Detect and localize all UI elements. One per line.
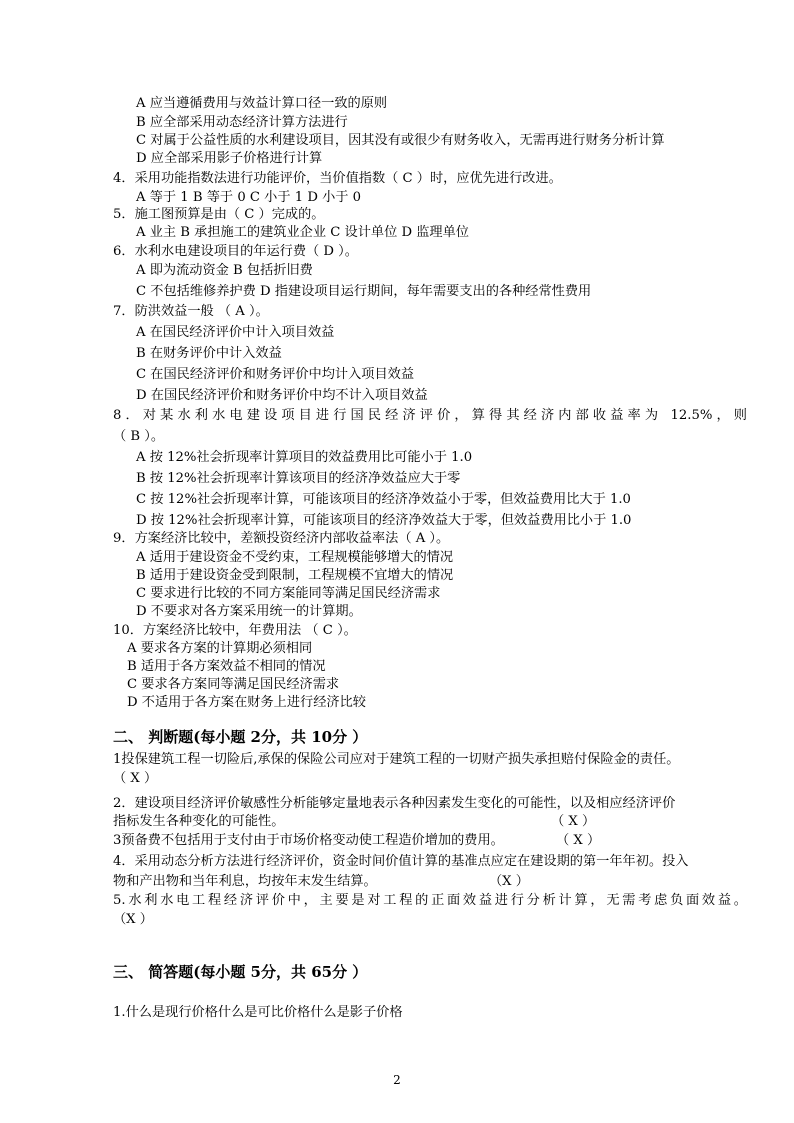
q7-stem: 7．防洪效益一般 （ A ）。 [113,304,269,319]
tf-question-5: 5.水利水电工程经济评价中，主要是对工程的正面效益进行分析计算，无需考虑负面效益。 [113,893,747,908]
tf-answer-2: （ X ） [551,814,596,829]
q9-stem: 9．方案经济比较中，差额投资经济内部收益率法（ A ）。 [113,531,450,546]
q4-options: A 等于 1 B 等于 0 C 小于 1 D 小于 0 [136,190,362,205]
q7-option-a: A 在国民经济评价中计入项目效益 [136,325,335,340]
tf-answer-5: （X ） [113,912,153,927]
section-heading-short-answer: 三、 简答题(每小题 5分，共 65分 ） [113,963,368,981]
q9-option-b: B 适用于建设资金受到限制，工程规模不宜增大的情况 [136,568,454,583]
short-answer-question-1: 1.什么是现行价格什么是可比价格什么是影子价格 [113,1005,403,1020]
tf-question-4: 4．采用动态分析方法进行经济评价，资金时间价值计算的基准点应定在建设期的第一年年初。投入 [113,854,689,869]
q10-option-d: D 不适用于各方案在财务上进行经济比较 [127,695,366,710]
q4-stem: 4．采用功能指数法进行功能评价，当价值指数（ C ）时，应优先进行改进。 [113,171,562,186]
q5-stem: 5．施工图预算是由（ C ）完成的。 [113,207,325,222]
q6-options-cd: C 不包括维修养护费 D 指建设项目运行期间，每年需要支出的各种经常性费用 [136,284,592,299]
q6-stem: 6．水利水电建设项目的年运行费（ D ）。 [113,244,358,259]
section-heading-true-false: 二、 判断题(每小题 2分，共 10分 ） [113,728,368,746]
tf-question-2: 2．建设项目经济评价敏感性分析能够定量地表示各种因素发生变化的可能性，以及相应经济评价 [113,796,676,811]
q3-option-d: D 应全部采用影子价格进行计算 [136,151,323,166]
q10-stem: 10．方案经济比较中，年费用法 （ C ）。 [113,623,357,638]
q9-option-c: C 要求进行比较的不同方案能同等满足国民经济需求 [136,586,441,601]
q8-option-c: C 按 12%社会折现率计算，可能该项目的经济净效益小于零，但效益费用比大于 1.0 [136,492,631,507]
q10-option-a: A 要求各方案的计算期必须相同 [127,641,313,656]
tf-answer-4: （X ） [489,874,529,889]
q9-option-a: A 适用于建设资金不受约束，工程规模能够增大的情况 [136,550,454,565]
tf-question-2-cont: 指标发生各种变化的可能性。 [113,814,285,829]
tf-answer-1: （ X ） [113,771,158,786]
q8-option-a: A 按 12%社会折现率计算项目的效益费用比可能小于 1.0 [136,450,473,465]
q8-option-b: B 按 12%社会折现率计算该项目的经济净效益应大于零 [136,471,461,486]
page-number: 2 [393,1073,401,1087]
q3-option-a: A 应当遵循费用与效益计算口径一致的原则 [136,96,388,111]
q7-option-d: D 在国民经济评价和财务评价中均不计入项目效益 [136,388,428,403]
q8-option-d: D 按 12%社会折现率计算，可能该项目的经济净效益大于零，但效益费用比小于 1.0 [136,513,632,528]
q7-option-b: B 在财务评价中计入效益 [136,346,282,361]
q10-option-b: B 适用于各方案效益不相同的情况 [127,659,326,674]
tf-answer-3: （ X ） [556,833,601,848]
q5-options: A 业主 B 承担施工的建筑业企业 C 设计单位 D 监理单位 [136,225,469,240]
q10-option-c: C 要求各方案同等满足国民经济需求 [127,677,340,692]
tf-question-1: 1投保建筑工程一切险后,承保的保险公司应对于建筑工程的一切财产损失承担赔付保险金的责任。 [113,752,680,767]
q7-option-c: C 在国民经济评价和财务评价中均计入项目效益 [136,367,415,382]
tf-question-3: 3预备费不包括用于支付由于市场价格变动使工程造价增加的费用。 [113,833,504,848]
q3-option-b: B 应全部采用动态经济计算方法进行 [136,115,348,130]
q3-option-c: C 对属于公益性质的水利建设项目，因其没有或很少有财务收入，无需再进行财务分析计算 [136,133,665,148]
tf-question-4-cont: 物和产出物和当年利息，均按年末发生结算。 [113,874,377,889]
q8-stem: 8．对某水利水电建设项目进行国民经济评价，算得其经济内部收益率为 12.5%，则 [113,408,747,423]
q8-answer: （ B ）。 [113,429,165,444]
q6-options-ab: A 即为流动资金 B 包括折旧费 [136,263,313,278]
q9-option-d: D 不要求对各方案采用统一的计算期。 [136,604,362,619]
